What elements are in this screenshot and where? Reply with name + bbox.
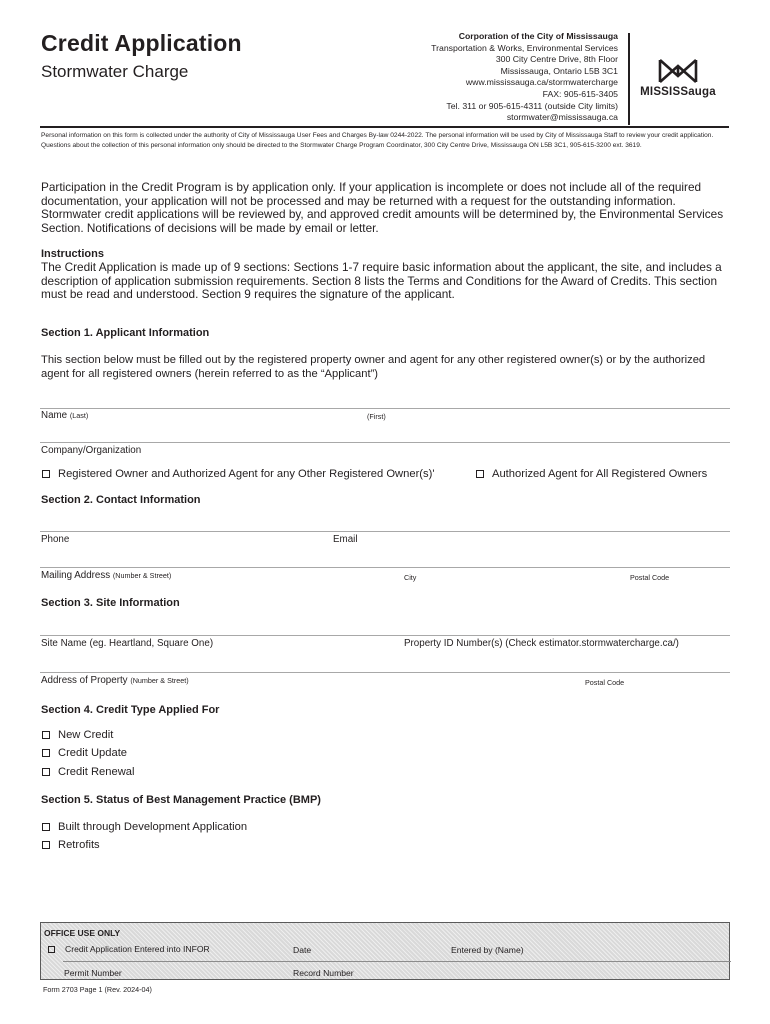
first-name-label: (First)	[367, 412, 386, 421]
section1-description: This section below must be filled out by the registered property owner and agent for any other registered owner(s) or by the authorized agent for all registered owners (herein referred to as the “Applicant”)	[41, 354, 706, 380]
section4-heading: Section 4. Credit Type Applied For	[41, 704, 220, 716]
property-address-field-line[interactable]	[40, 672, 730, 673]
mailing-address-field-line[interactable]	[40, 567, 730, 568]
instructions-heading: Instructions	[41, 248, 104, 260]
retrofits-checkbox[interactable]	[42, 841, 50, 849]
company-label: Company/Organization	[41, 445, 142, 456]
contact-email-link[interactable]: stormwater@mississauga.ca	[506, 112, 618, 123]
new-credit-checkbox[interactable]	[42, 731, 50, 739]
email-label: Email	[333, 534, 358, 545]
record-number-label: Record Number	[293, 968, 354, 978]
property-address-sub-label: (Number & Street)	[130, 676, 189, 685]
form-footer: Form 2703 Page 1 (Rev. 2024-04)	[43, 985, 152, 994]
new-credit-option[interactable]	[42, 729, 113, 741]
credit-renewal-label: Credit Renewal	[58, 766, 135, 778]
street-address: 300 City Centre Drive, 8th Floor	[495, 54, 618, 65]
office-use-box	[40, 922, 730, 980]
form-title: Credit Application	[41, 30, 242, 56]
website-link[interactable]: www.mississauga.ca/stormwatercharge	[465, 77, 618, 88]
permit-number-label: Permit Number	[64, 968, 122, 978]
registered-owner-label: Registered Owner and Authorized Agent for any Other Registered Owner(s)'	[58, 468, 435, 480]
mailing-address-sub-label: (Number & Street)	[112, 571, 172, 580]
retrofits-option[interactable]	[42, 839, 100, 851]
credit-update-label: Credit Update	[58, 747, 128, 759]
name-label	[41, 410, 88, 421]
section3-heading: Section 3. Site Information	[41, 597, 180, 609]
built-through-development-option[interactable]	[42, 821, 247, 833]
header-divider	[628, 33, 630, 125]
department-name: Transportation & Works, Environmental Services	[431, 42, 618, 53]
mississauga-logo	[636, 58, 720, 98]
mailing-address-label	[41, 570, 171, 581]
authorized-agent-checkbox[interactable]	[476, 470, 484, 478]
section2-heading: Section 2. Contact Information	[41, 494, 201, 506]
retrofits-label: Retrofits	[58, 839, 100, 851]
section1-heading: Section 1. Applicant Information	[41, 327, 210, 339]
program-intro: Participation in the Credit Program is by application only. If your application is incomplete or does not include all of the required documentation, your application will not be processed and may be returned with a request for the outstanding information. Stormwater credit applications will be reviewed by, and approved credit amounts will be determined by, the Environmental Services Section. Notifications of decisions will be made by email or letter.	[41, 180, 724, 235]
registered-owner-option[interactable]	[42, 468, 434, 480]
name-label-text: Name	[41, 410, 68, 421]
city-address-block	[431, 31, 618, 124]
section5-heading: Section 5. Status of Best Management Practice (BMP)	[41, 794, 321, 806]
new-credit-label: New Credit	[58, 729, 114, 741]
instructions-text: The Credit Application is made up of 9 sections: Sections 1-7 require basic information about the applicant, the site, and includes a description of application submission requirements. Section 8 lists the Terms and Conditions for the Award of Credits. This section must be read and understood. Section 9 requires the signature of the applicant.	[41, 260, 722, 302]
credit-renewal-checkbox[interactable]	[42, 768, 50, 776]
built-through-development-label: Built through Development Application	[58, 821, 248, 833]
built-through-development-checkbox[interactable]	[42, 823, 50, 831]
phone-email-field-line[interactable]	[40, 531, 730, 532]
last-name-label: (Last)	[69, 411, 89, 420]
property-postal-code-label: Postal Code	[585, 678, 625, 687]
authorized-agent-option[interactable]	[476, 468, 707, 480]
property-id-label: Property ID Number(s) (Check estimator.stormwatercharge.ca/)	[404, 638, 679, 649]
credit-update-checkbox[interactable]	[42, 749, 50, 757]
registered-owner-checkbox[interactable]	[42, 470, 50, 478]
site-name-label: Site Name (eg. Heartland, Square One)	[41, 638, 214, 649]
company-field-line[interactable]	[40, 442, 730, 443]
site-name-field-line[interactable]	[40, 635, 730, 636]
header-rule	[40, 126, 729, 128]
entered-into-infor-label: Credit Application Entered into INFOR	[65, 944, 210, 954]
authorized-agent-label: Authorized Agent for All Registered Owners	[492, 468, 708, 480]
privacy-notice: Personal information on this form is collected under the authority of City of Mississauga User Fees and Charges By-law 0244-2022. The personal information will be used by City of Mississauga Staff to review your credit application. Questions about the collection of this personal information only should be directed to the Stormwater Charge Program Coordinator, 300 City Centre Drive, Mississauga ON L5B 3C1, 905-615-3200 ext. 3619.	[41, 132, 714, 149]
telephone-number: Tel. 311 or 905-615-4311 (outside City limits)	[446, 100, 618, 111]
logo-wordmark: MISSISSauga	[640, 86, 716, 98]
entered-into-infor-checkbox[interactable]	[48, 946, 55, 953]
credit-update-option[interactable]	[42, 747, 127, 759]
organization-name: Corporation of the City of Mississauga	[458, 31, 618, 41]
city-province-postal: Mississauga, Ontario L5B 3C1	[500, 65, 618, 76]
credit-renewal-option[interactable]	[42, 766, 134, 778]
postal-code-label: Postal Code	[630, 573, 670, 582]
office-date-label: Date	[293, 945, 312, 955]
property-address-label	[41, 675, 189, 686]
mailing-address-label-text: Mailing Address	[41, 570, 111, 581]
office-use-heading: OFFICE USE ONLY	[44, 928, 121, 938]
property-address-label-text: Address of Property	[41, 675, 128, 686]
office-row-line	[63, 961, 731, 962]
mississauga-logo-icon	[658, 58, 698, 84]
form-subtitle: Stormwater Charge	[41, 62, 189, 81]
fax-number: FAX: 905-615-3405	[542, 88, 618, 99]
entered-into-infor-option[interactable]	[48, 944, 210, 954]
name-field-line[interactable]	[40, 408, 730, 409]
entered-by-label: Entered by (Name)	[451, 945, 524, 955]
phone-label: Phone	[41, 534, 70, 545]
city-label: City	[404, 573, 417, 582]
